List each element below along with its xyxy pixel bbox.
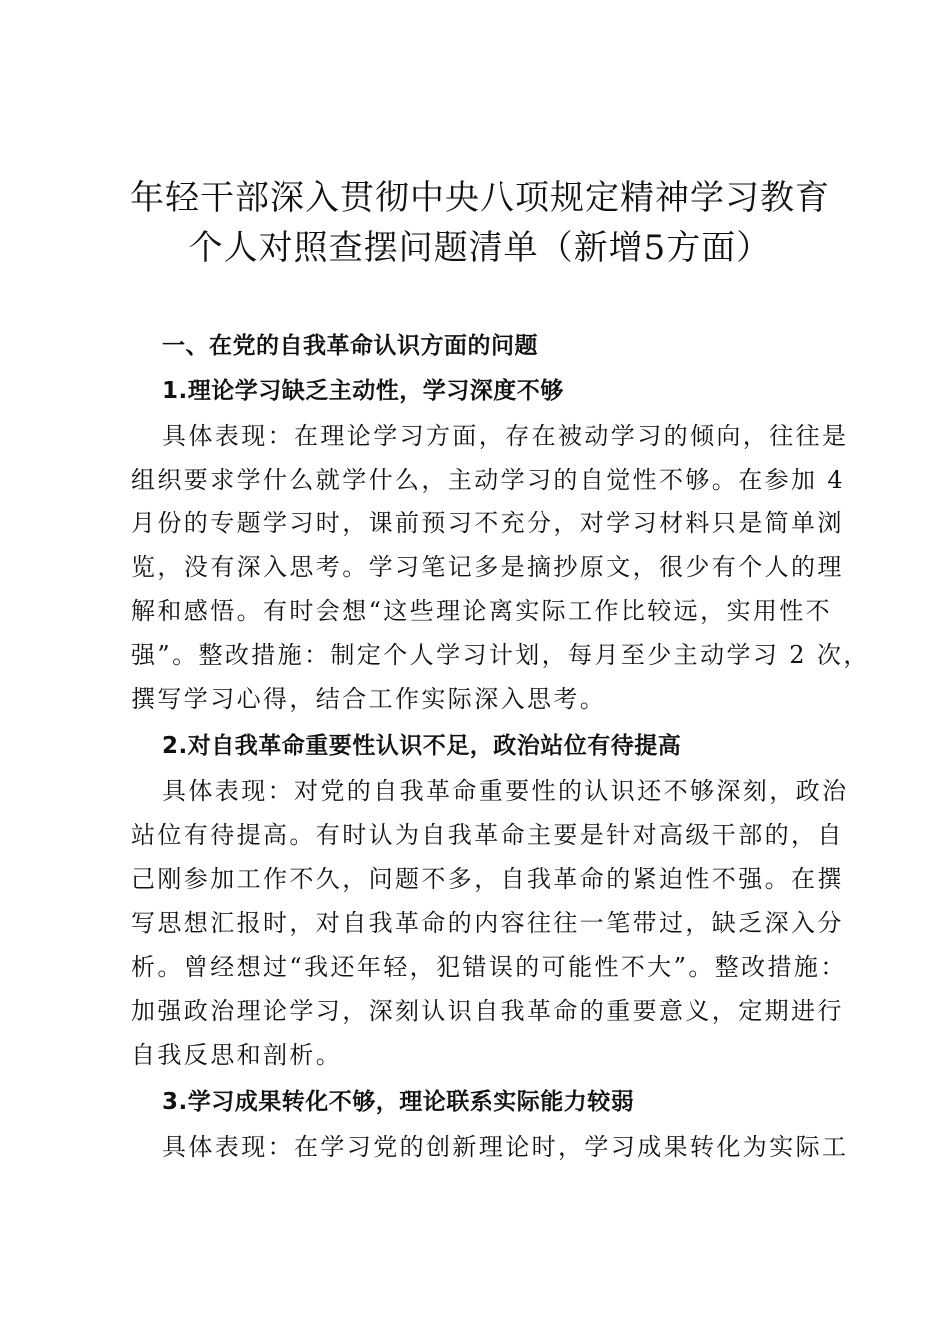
item-2-paragraph-line: 写思想汇报时，对自我革命的内容往往一笔带过，缺乏深入分	[131, 909, 844, 937]
item-2-heading: 2.对自我革命重要性认识不足，政治站位有待提高	[162, 733, 682, 759]
document-title-line-2: 个人对照查摆问题清单（新增5方面）	[188, 228, 772, 268]
item-1-paragraph-line: 月份的专题学习时，课前预习不充分，对学习材料只是简单浏	[131, 509, 844, 537]
item-3-paragraph-line: 具体表现：在学习党的创新理论时，学习成果转化为实际工	[162, 1133, 849, 1161]
item-2-paragraph-line: 站位有待提高。有时认为自我革命主要是针对高级干部的，自	[131, 821, 844, 849]
item-1-paragraph-line: 解和感悟。有时会想“这些理论离实际工作比较远，实用性不	[131, 597, 833, 625]
item-1-paragraph-line: 具体表现：在理论学习方面，存在被动学习的倾向，往往是	[162, 422, 849, 450]
item-2-paragraph-line: 自我反思和剖析。	[131, 1041, 343, 1069]
item-1-paragraph-line: 组织要求学什么就学什么，主动学习的自觉性不够。在参加 4	[131, 466, 846, 494]
item-1-paragraph-line: 强”。整改措施：制定个人学习计划，每月至少主动学习 2 次，	[131, 641, 870, 669]
item-1-paragraph-line: 览，没有深入思考。学习笔记多是摘抄原文，很少有个人的理	[131, 553, 844, 581]
item-2-paragraph-line: 具体表现：对党的自我革命重要性的认识还不够深刻，政治	[162, 777, 849, 805]
item-2-paragraph-line: 加强政治理论学习，深刻认识自我革命的重要意义，定期进行	[131, 997, 844, 1025]
item-2-paragraph-line: 析。曾经想过“我还年轻，犯错误的可能性不大”。整改措施：	[131, 953, 847, 981]
item-2-paragraph-line: 己刚参加工作不久，问题不多，自我革命的紧迫性不强。在撰	[131, 865, 844, 893]
section-heading: 一、在党的自我革命认识方面的问题	[162, 333, 538, 359]
item-1-paragraph-line: 撰写学习心得，结合工作实际深入思考。	[131, 685, 607, 713]
item-1-heading: 1.理论学习缺乏主动性，学习深度不够	[162, 378, 564, 404]
item-3-heading: 3.学习成果转化不够，理论联系实际能力较弱	[162, 1089, 635, 1115]
document-title-line-1: 年轻干部深入贯彻中央八项规定精神学习教育	[130, 178, 830, 218]
